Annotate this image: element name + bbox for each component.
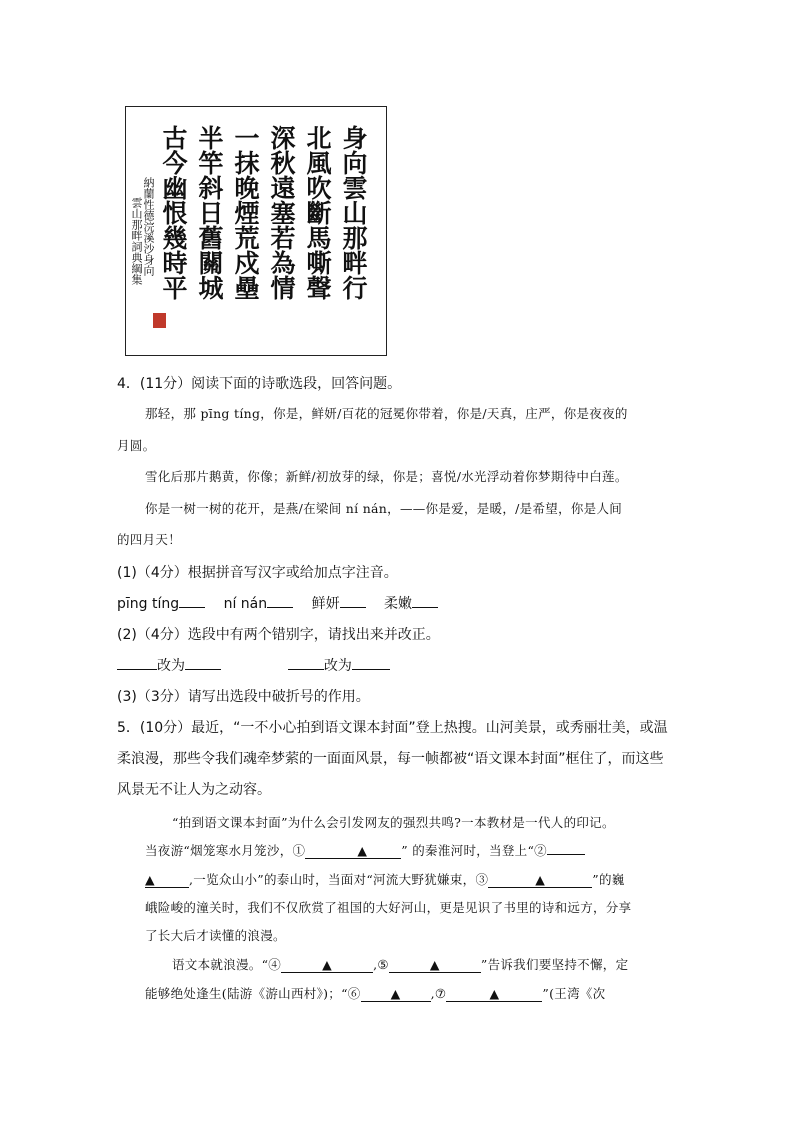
blank-marker: ▲ (145, 872, 155, 887)
calligraphy-column: 半竿斜日舊關城 (195, 125, 224, 300)
calligraphy-column: 深秋遠塞若為情 (267, 125, 296, 300)
blank-marker: ▲ (489, 986, 500, 1001)
sub-question-1: (1)（4分）根据拼音写汉字或给加点字注音。 (117, 565, 398, 581)
passage-line: 了长大后才读懂的浪漫。 (145, 928, 286, 943)
sub-question-2: (2)（4分）选段中有两个错别字，请找出来并改正。 (117, 627, 440, 643)
question-4-header: 4．(11分）阅读下面的诗歌选段，回答问题。 (117, 376, 402, 392)
answer-blank[interactable] (446, 986, 542, 1002)
answer-blank[interactable] (488, 872, 592, 888)
passage-text: ”告诉我们要坚持不懈，定 (480, 957, 629, 972)
change-to-label: 改为 (157, 658, 185, 674)
pinyin-item: pīng tíng (117, 596, 180, 612)
passage-text: ,一览众山小”的泰山时，当面对“河流大野犹嫌束，③ (189, 872, 489, 887)
calligraphy-column: 一抹晚煙荒戍壘 (231, 125, 260, 300)
passage-line (145, 841, 585, 859)
passage-text: ”的巍 (592, 872, 625, 887)
blank-marker: ▲ (535, 872, 546, 887)
passage-line (145, 870, 625, 888)
calligraphy-column: 古今幽恨幾時平 (159, 125, 188, 300)
passage-text: 能够绝处逢生(陆游《游山西村》)；“⑥ (145, 986, 361, 1001)
question-5-line: 风景无不让人为之动容。 (117, 782, 271, 798)
calligraphy-image (125, 106, 387, 356)
question-5-line: 柔浪漫，那些令我们魂牵梦萦的一面面风景，每一帧都被“语文课本封面”框住了，而这些 (117, 751, 664, 767)
answer-blank[interactable] (305, 843, 401, 859)
calligraphy-inscription: 納蘭性德浣溪沙身向 (142, 177, 155, 276)
blank-marker: ▲ (357, 843, 368, 858)
answer-blank[interactable] (117, 669, 157, 670)
poem-line: 你是一树一树的花开，是燕/在梁间 ní nán，——你是爱，是暖，/是希望，你是人间 (145, 501, 623, 516)
poem-line: 那轻，那 pīng tíng，你是，鲜妍/百花的冠冕你带着，你是/天真，庄严，你是夜夜的 (145, 406, 628, 421)
passage-line: 语文本就浪漫。“④ ▲ ,⑤ ▲ ”告诉我们要坚持不懈，定 (172, 957, 629, 972)
question-5-line: 5．(10分）最近，“一不小心拍到语文课本封面”登上热搜。山河美景，或秀丽壮美，或温 (117, 720, 668, 736)
answer-blank[interactable] (412, 607, 438, 608)
passage-text: 当夜游“烟笼寒水月笼沙，① (145, 843, 306, 858)
answer-blank[interactable] (267, 607, 293, 608)
calligraphy-inscription: 雲山那畔詞典綱集 (130, 197, 143, 285)
poem-line: 的四月天！ (117, 532, 182, 547)
change-to-label: 改为 (323, 658, 352, 674)
answer-blank[interactable] (179, 607, 205, 608)
pinyin-item: 柔嫩 (384, 596, 413, 612)
blank-number: ⑦ (434, 986, 447, 1001)
pinyin-item: 鲜妍 (311, 596, 340, 612)
answer-blank[interactable] (185, 669, 221, 670)
poem-line: 月圆。 (117, 438, 156, 453)
blank-marker: ▲ (429, 957, 440, 972)
answer-blank[interactable] (389, 957, 481, 973)
passage-text: ” 的秦淮河时，当登上“② (401, 843, 547, 858)
answer-blank[interactable] (352, 669, 390, 670)
pinyin-row (117, 593, 438, 613)
answer-blank[interactable] (340, 607, 366, 608)
answer-blank[interactable] (288, 669, 324, 670)
answer-blank[interactable] (145, 872, 189, 888)
passage-line: “拍到语文课本封面”为什么会引发网友的强烈共鸣?一本教材是一代人的印记。 (172, 815, 615, 830)
passage-text: ”(王湾《次 (542, 986, 606, 1001)
pinyin-item: ní nán (223, 596, 268, 612)
passage-text: 语文本就浪漫。“④ (172, 957, 282, 972)
blank-number: ⑤ (377, 957, 389, 972)
answer-blank[interactable] (361, 986, 431, 1002)
passage-line: 峨险峻的潼关时，我们不仅欣赏了祖国的大好河山，更是见识了书里的诗和远方，分享 (145, 900, 632, 915)
seal-stamp (153, 313, 166, 328)
sub-question-3: (3)（3分）请写出选段中破折号的作用。 (117, 689, 370, 705)
poem-line: 雪化后那片鹅黄，你像；新鲜/初放芽的绿，你是；喜悦/水光浮动着你梦期待中白莲。 (145, 469, 628, 484)
calligraphy-column: 身向雲山那畔行 (339, 125, 368, 300)
blank-marker: ▲ (390, 986, 401, 1001)
answer-blank[interactable] (281, 957, 373, 973)
answer-blank[interactable] (547, 854, 585, 855)
correction-row (117, 655, 390, 675)
passage-line: 能够绝处逢生(陆游《游山西村》)；“⑥ ▲ ,⑦ ▲ ”(王湾《次 (145, 986, 606, 1001)
blank-marker: ▲ (322, 957, 333, 972)
calligraphy-column: 北風吹斷馬嘶聲 (303, 125, 332, 300)
